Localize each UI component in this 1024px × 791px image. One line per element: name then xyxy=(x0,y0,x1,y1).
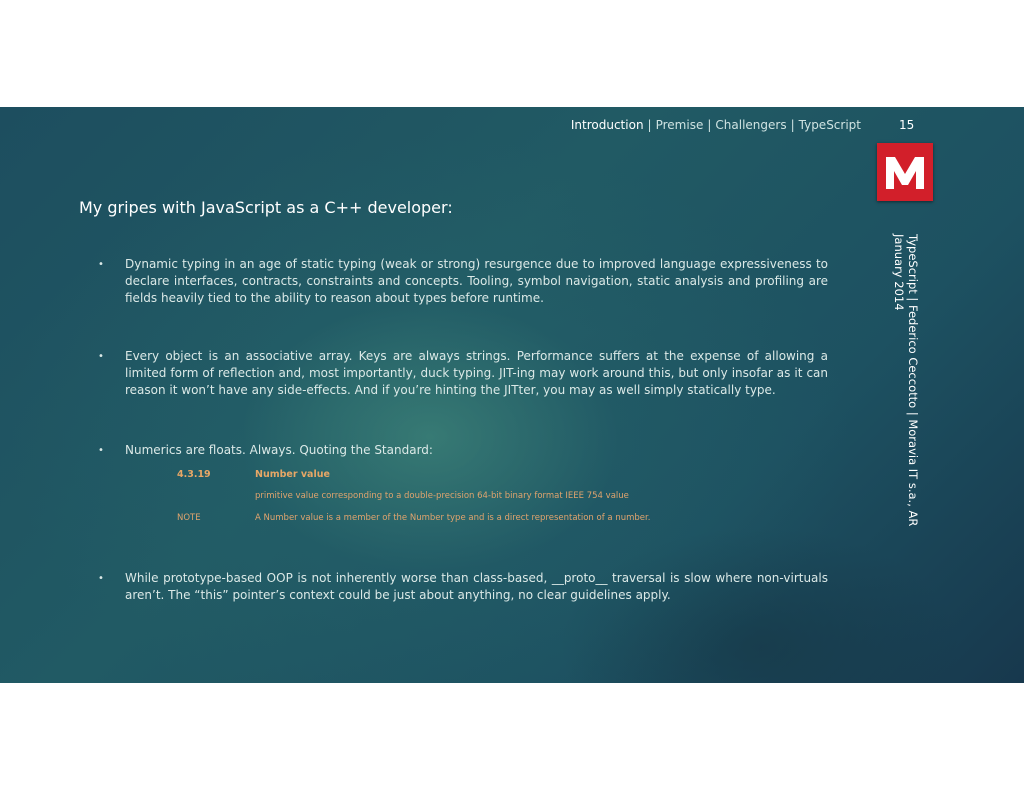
breadcrumb-item-introduction: Introduction xyxy=(570,118,644,132)
spec-definition: primitive value corresponding to a double-precision 64-bit binary format IEEE 754 value xyxy=(255,491,629,501)
bullet-text: Dynamic typing in an age of static typing (weak or strong) resurgence due to improved language expressiveness to declare interfaces, contracts, constraints and concepts. Tooling, symbol navigation, static analysis and profiling are fields heavily tied to the ability to reason about types before runtime. xyxy=(125,257,828,305)
bullet-dot: • xyxy=(98,445,104,456)
spec-note-row xyxy=(177,513,737,535)
side-caption-line2: January 2014 xyxy=(892,234,906,311)
slide-title: My gripes with JavaScript as a C++ developer: xyxy=(79,198,453,217)
spec-note-text: A Number value is a member of the Number type and is a direct representation of a number. xyxy=(255,513,651,523)
page-number: 15 xyxy=(899,118,915,132)
bullet-item xyxy=(98,256,828,307)
bullet-item xyxy=(98,570,828,604)
spec-definition-row xyxy=(177,491,737,513)
spec-section-number: 4.3.19 xyxy=(177,469,211,480)
breadcrumb-item-typescript: TypeScript xyxy=(798,118,861,132)
m-logo-glyph xyxy=(883,152,927,192)
spec-heading-row xyxy=(177,469,737,491)
bullet-dot: • xyxy=(98,259,104,270)
side-caption xyxy=(886,234,920,554)
bullet-item xyxy=(98,348,828,399)
breadcrumb-item-premise: Premise xyxy=(655,118,704,132)
spec-heading: Number value xyxy=(255,469,330,480)
breadcrumb-separator: | xyxy=(790,118,795,132)
side-caption-line1: TypeScript | Federico Ceccotto | Moravia IT s.a., AR xyxy=(906,234,920,527)
bullet-text: Every object is an associative array. Keys are always strings. Performance suffers at the expense of allowing a limited form of reflection and, most importantly, duck typing. JIT-ing may work around this, but only insofar as it can reason it won’t have any side-effects. And if you’re hinting the JITter, you may as well simply statically type. xyxy=(125,349,828,397)
bullet-dot: • xyxy=(98,573,104,584)
bullet-dot: • xyxy=(98,351,104,362)
slide xyxy=(0,107,1024,683)
breadcrumb-separator: | xyxy=(647,118,652,132)
bullet-item xyxy=(98,442,828,459)
bullet-text: Numerics are floats. Always. Quoting the Standard: xyxy=(125,443,433,457)
spec-note-label: NOTE xyxy=(177,513,201,523)
m-logo-icon xyxy=(877,143,933,201)
breadcrumb xyxy=(571,118,861,132)
breadcrumb-separator: | xyxy=(707,118,712,132)
bullet-text: While prototype-based OOP is not inherently worse than class-based, __proto__ traversal is slow where non-virtuals aren’t. The “this” pointer’s context could be just about anything, no clear guidelines apply. xyxy=(125,571,828,602)
spec-quote xyxy=(177,469,737,535)
breadcrumb-item-challengers: Challengers xyxy=(715,118,787,132)
